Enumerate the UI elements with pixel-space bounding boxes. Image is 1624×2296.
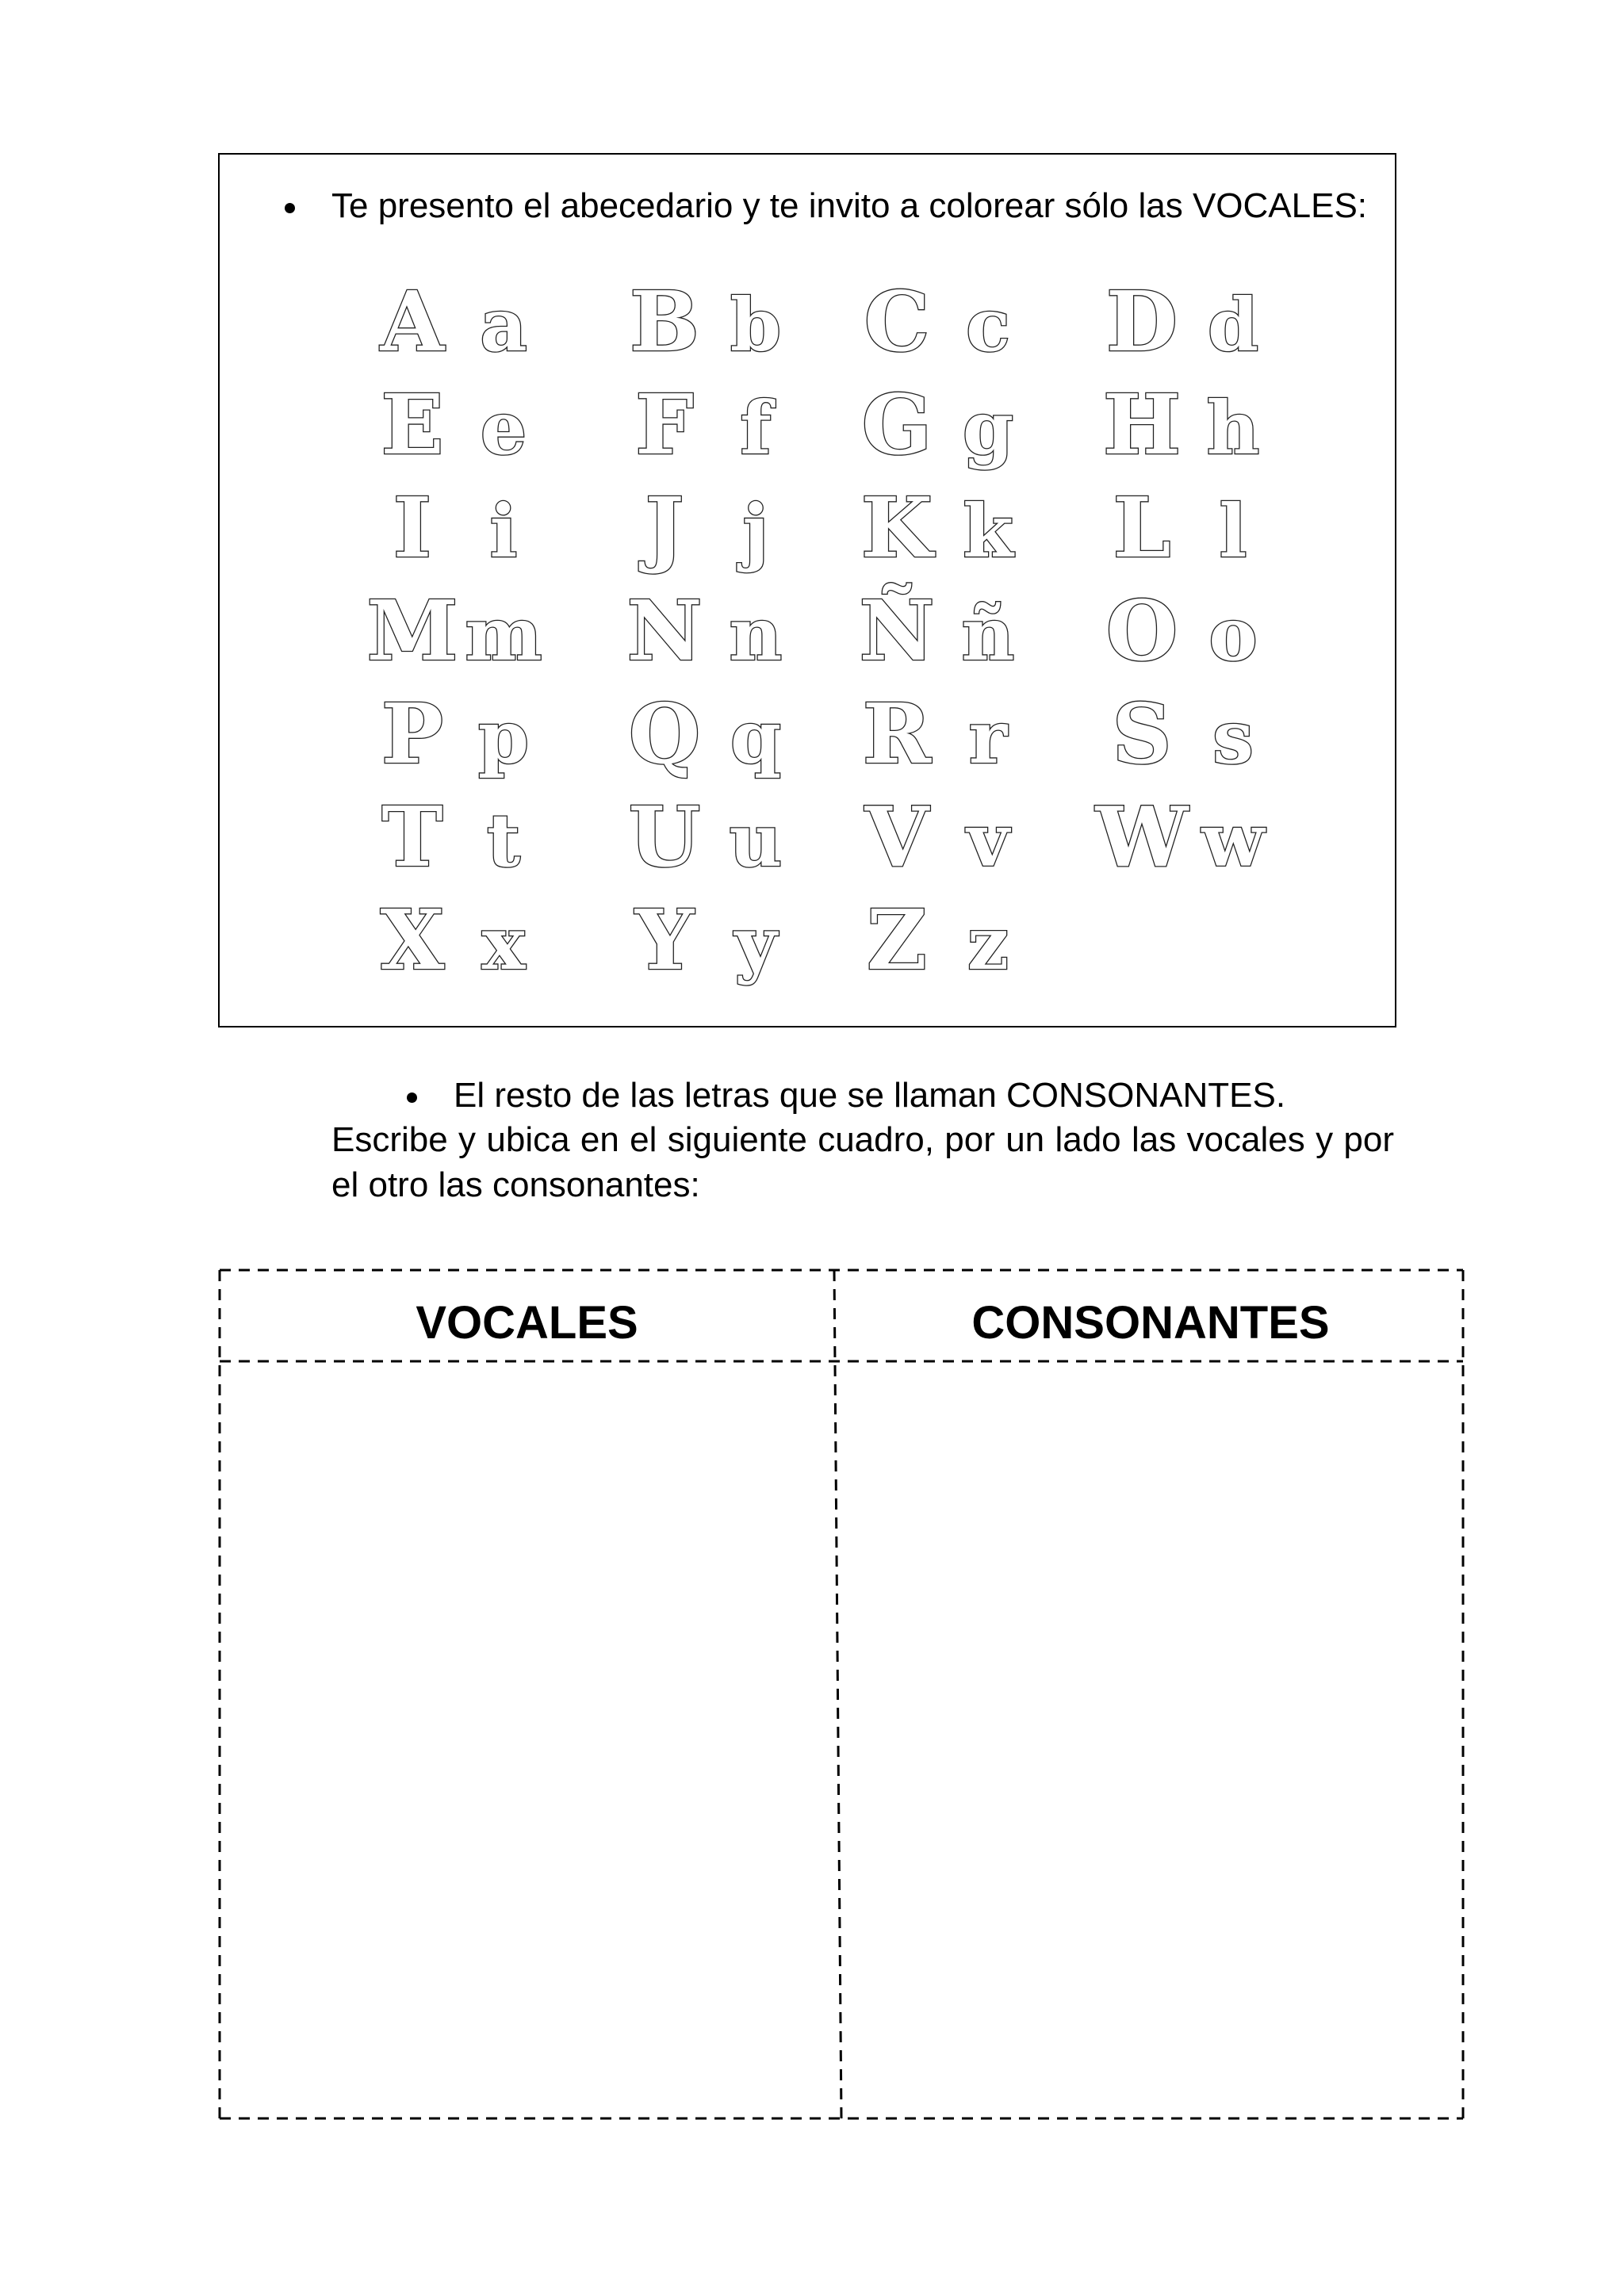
letter-uppercase-P[interactable]: P — [381, 685, 444, 783]
letter-uppercase-G[interactable]: G — [861, 376, 933, 473]
letter-lowercase-x[interactable]: x — [481, 901, 526, 986]
letter-uppercase-L[interactable]: L — [1113, 479, 1171, 576]
letter-lowercase-j[interactable]: j — [742, 488, 769, 574]
letter-uppercase-J[interactable]: J — [645, 479, 684, 576]
letter-uppercase-H[interactable]: H — [1102, 376, 1182, 473]
consonantes-writing-area[interactable] — [845, 1364, 1460, 2116]
instruction-coloring: Te presento el abecedario y te invito a colorear sólo las VOCALES: — [331, 186, 1368, 225]
letter-lowercase-z[interactable]: z — [967, 901, 1009, 986]
letter-uppercase-Q[interactable]: Q — [628, 685, 701, 783]
alphabet-box — [218, 153, 1396, 1027]
letter-lowercase-v[interactable]: v — [967, 798, 1009, 883]
letter-uppercase-R[interactable]: R — [862, 685, 932, 783]
classification-table — [218, 1269, 1465, 2121]
letter-uppercase-N[interactable]: N — [626, 582, 703, 679]
letter-lowercase-f[interactable]: f — [740, 385, 772, 471]
letter-uppercase-Y[interactable]: Y — [634, 891, 695, 989]
column-header-consonantes: CONSONANTES — [971, 1297, 1330, 1349]
letter-lowercase-g[interactable]: g — [962, 385, 1014, 471]
letter-lowercase-s[interactable]: s — [1212, 695, 1254, 780]
paragraph-line-2: el otro las consonantes: — [331, 1165, 700, 1204]
letter-lowercase-ñ[interactable]: ñ — [961, 591, 1015, 677]
letter-lowercase-b[interactable]: b — [730, 282, 782, 368]
letter-uppercase-Z[interactable]: Z — [867, 891, 927, 989]
letter-lowercase-u[interactable]: u — [729, 798, 783, 883]
letter-lowercase-e[interactable]: e — [480, 385, 527, 471]
letter-uppercase-M[interactable]: M — [366, 582, 458, 679]
letter-lowercase-w[interactable]: w — [1201, 798, 1265, 883]
letter-uppercase-E[interactable]: E — [381, 376, 444, 473]
letter-lowercase-r[interactable]: r — [968, 695, 1008, 780]
letter-uppercase-B[interactable]: B — [630, 273, 699, 370]
letter-uppercase-F[interactable]: F — [635, 376, 694, 473]
letter-uppercase-X[interactable]: X — [380, 891, 445, 989]
instruction-consonants: El resto de las letras que se llaman CONSONANTES. — [454, 1076, 1286, 1115]
letter-uppercase-T[interactable]: T — [381, 788, 443, 886]
bullet-icon — [407, 1093, 417, 1103]
letter-uppercase-D[interactable]: D — [1105, 273, 1178, 370]
letter-lowercase-o[interactable]: o — [1208, 591, 1258, 677]
letter-uppercase-S[interactable]: S — [1112, 685, 1172, 783]
letter-lowercase-c[interactable]: c — [965, 282, 1011, 368]
letter-lowercase-l[interactable]: l — [1219, 488, 1247, 574]
letter-lowercase-m[interactable]: m — [465, 591, 542, 677]
letter-uppercase-C[interactable]: C — [864, 273, 930, 370]
paragraph-line-1: Escribe y ubica en el siguiente cuadro, por un lado las vocales y por — [331, 1120, 1394, 1159]
letter-lowercase-q[interactable]: q — [730, 695, 782, 780]
letter-lowercase-y[interactable]: y — [734, 901, 777, 986]
letter-uppercase-K[interactable]: K — [860, 479, 933, 576]
bullet-icon — [285, 203, 295, 213]
letter-uppercase-V[interactable]: V — [864, 788, 929, 886]
letter-lowercase-t[interactable]: t — [486, 798, 521, 883]
letter-uppercase-A[interactable]: A — [380, 273, 445, 370]
letter-lowercase-i[interactable]: i — [489, 488, 518, 574]
letter-lowercase-a[interactable]: a — [480, 282, 527, 368]
letter-uppercase-I[interactable]: I — [393, 479, 432, 576]
letter-uppercase-U[interactable]: U — [628, 788, 701, 886]
vocales-writing-area[interactable] — [223, 1364, 832, 2116]
letter-uppercase-Ñ[interactable]: Ñ — [859, 582, 935, 679]
letter-uppercase-O[interactable]: O — [1105, 582, 1178, 679]
letter-lowercase-n[interactable]: n — [729, 591, 783, 677]
letter-uppercase-W[interactable]: W — [1095, 788, 1189, 886]
letter-lowercase-d[interactable]: d — [1207, 282, 1259, 368]
letter-lowercase-k[interactable]: k — [963, 488, 1013, 574]
letter-lowercase-p[interactable]: p — [477, 695, 530, 780]
column-header-vocales: VOCALES — [416, 1297, 638, 1349]
letter-lowercase-h[interactable]: h — [1206, 385, 1260, 471]
